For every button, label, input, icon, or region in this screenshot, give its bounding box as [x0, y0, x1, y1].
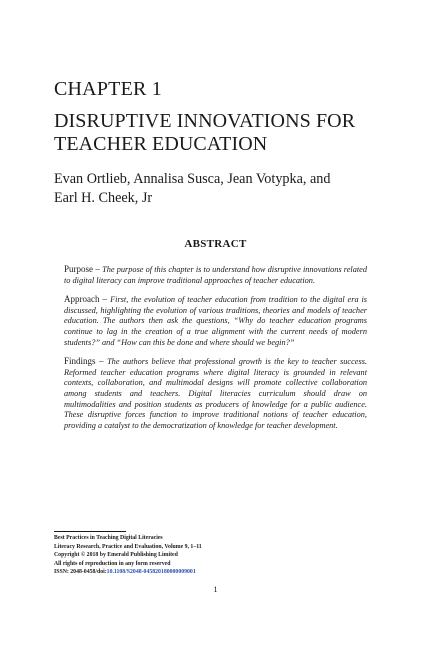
footnote-series: Literacy Research, Practice and Evaluation, Volume 9, 1–11: [54, 543, 202, 550]
author-line: Evan Ortlieb, Annalisa Susca, Jean Votypka, and: [54, 171, 331, 187]
chapter-title-line: DISRUPTIVE INNOVATIONS FOR: [54, 110, 356, 132]
abstract-body: [64, 264, 367, 439]
footnote-divider: [54, 531, 126, 532]
abstract-section-label: Purpose –: [64, 264, 103, 274]
abstract-section-label: Approach –: [64, 294, 111, 305]
page-number: 1: [213, 584, 218, 594]
abstract-section-text: The purpose of this chapter is to understand how disruptive innovations related to digital literacy can improve traditional approaches of teacher education.: [64, 265, 368, 285]
publication-footnote: [54, 534, 374, 577]
abstract-section-text: First, the evolution of teacher education from tradition to the digital era is discussed, highlighting the evolution of various traditions, theories and models of teacher education. The authors then ask the questions, “Why do teacher education programs continue to lag in the creation of a true alignment with the current needs of modern students?” and “How can this be done and where should we begin?”: [64, 295, 367, 347]
footnote-rights: All rights of reproduction in any form reserved: [54, 560, 171, 567]
chapter-title: [54, 110, 384, 156]
footnote-issn-line: [54, 568, 374, 577]
abstract-section-text: The authors believe that professional growth is the key to teacher success. Reformed teacher education programs where digital literacy is grounded in relevant contexts, collaboration, and multimodal designs will promote collective collaboration among students and teachers. Digital literacies curriculum should draw on multimodalities and position students as producers of knowledge for a public audience. These disruptive forces function to improve traditional notions of teacher education, providing a catalyst to the democratization of knowledge for teacher development.: [64, 357, 367, 430]
abstract-section-approach: [64, 294, 367, 348]
chapter-title-line: TEACHER EDUCATION: [54, 133, 268, 155]
footnote-book-title: Best Practices in Teaching Digital Literacies: [54, 535, 163, 541]
footnote-copyright: Copyright © 2018 by Emerald Publishing Limited: [54, 552, 178, 559]
author-list: [54, 170, 384, 208]
issn-prefix: ISSN: 2048-0458/doi:: [54, 569, 107, 576]
doi-link[interactable]: 10.1108/S2048-045820180000009001: [106, 569, 196, 576]
chapter-label: CHAPTER 1: [54, 78, 162, 100]
author-line: Earl H. Cheek, Jr: [54, 190, 153, 206]
abstract-heading: ABSTRACT: [184, 238, 247, 250]
abstract-section-purpose: [64, 264, 367, 286]
abstract-section-label: Findings –: [64, 356, 108, 367]
abstract-section-findings: [64, 356, 367, 431]
